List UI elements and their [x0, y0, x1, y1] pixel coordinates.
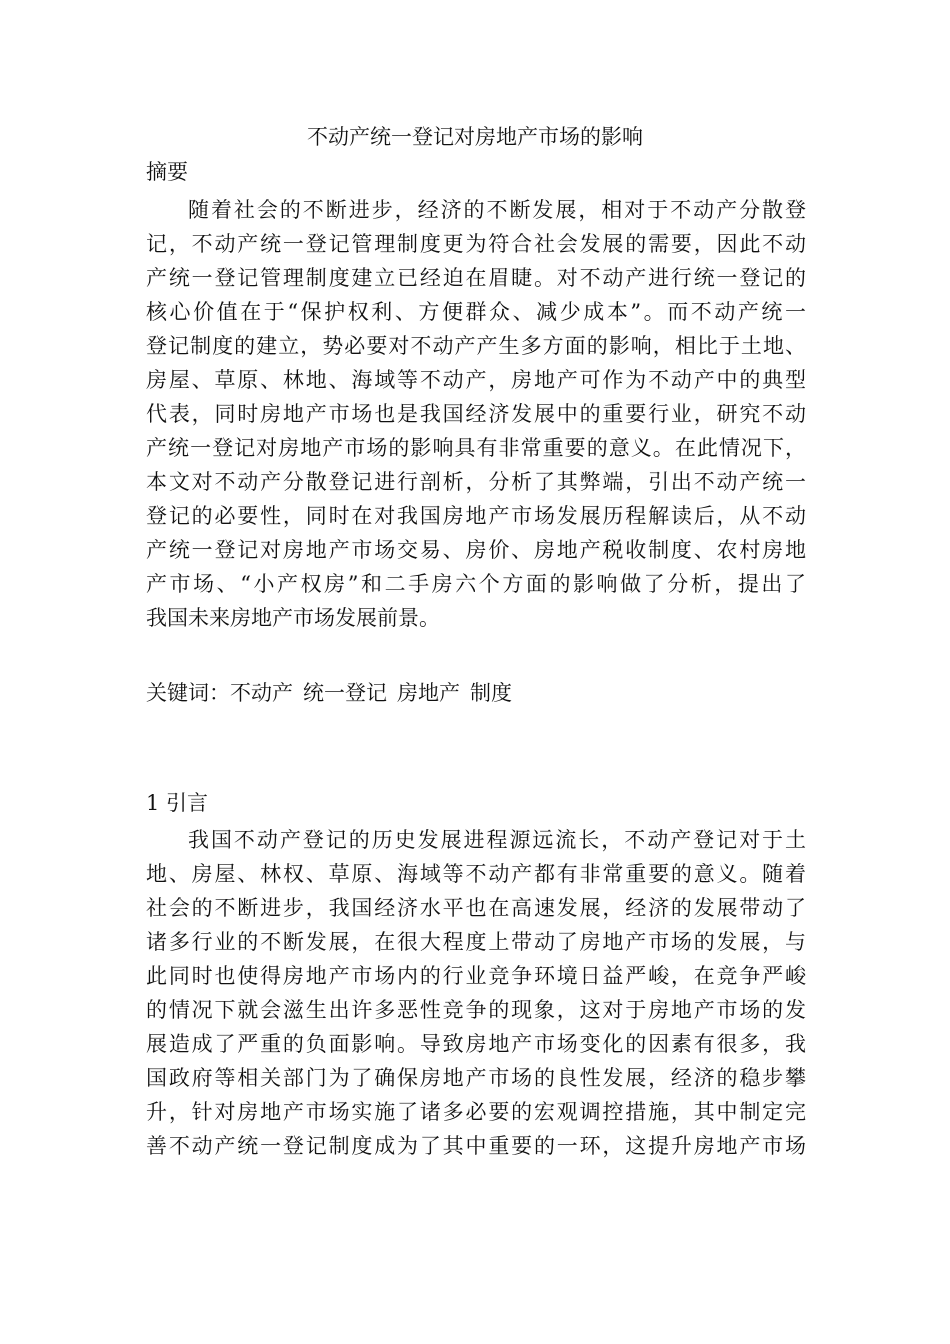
intro-line: 展造成了严重的负面影响。导致房地产市场变化的因素有很多，我: [146, 1032, 806, 1056]
abstract-line: 登记的必要性，同时在对我国房地产市场发展历程解读后，从不动: [146, 504, 806, 528]
keywords-label: 关键词：: [146, 681, 230, 705]
keyword: 不动产: [230, 681, 293, 705]
intro-line: 社会的不断进步，我国经济水平也在高速发展，经济的发展带动了: [146, 896, 806, 920]
abstract-line: 产市场、“小产权房”和二手房六个方面的影响做了分析，提出了: [146, 572, 806, 596]
abstract-heading: 摘要: [146, 160, 188, 184]
abstract-line: 产统一登记对房地产市场的影响具有非常重要的意义。在此情况下，: [146, 436, 806, 460]
abstract-line: 房屋、草原、林地、海域等不动产，房地产可作为不动产中的典型: [146, 368, 806, 392]
intro-line: 善不动产统一登记制度成为了其中重要的一环，这提升房地产市场: [146, 1134, 806, 1158]
abstract-line: 产统一登记对房地产市场交易、房价、房地产税收制度、农村房地: [146, 538, 806, 562]
abstract-line: 代表，同时房地产市场也是我国经济发展中的重要行业，研究不动: [146, 402, 806, 426]
intro-line: 升，针对房地产市场实施了诸多必要的宏观调控措施，其中制定完: [146, 1100, 806, 1124]
intro-line: 的情况下就会滋生出许多恶性竞争的现象，这对于房地产市场的发: [146, 998, 806, 1022]
keyword: 统一登记: [303, 681, 387, 705]
intro-line: 国政府等相关部门为了确保房地产市场的良性发展，经济的稳步攀: [146, 1066, 806, 1090]
intro-line: 诸多行业的不断发展，在很大程度上带动了房地产市场的发展，与: [146, 930, 806, 954]
introduction-paragraph: [146, 823, 806, 1163]
abstract-line: 本文对不动产分散登记进行剖析，分析了其弊端，引出不动产统一: [146, 470, 806, 494]
intro-line: 此同时也使得房地产市场内的行业竞争环境日益严峻，在竞争严峻: [146, 964, 806, 988]
abstract-line: 产统一登记管理制度建立已经迫在眉睫。对不动产进行统一登记的: [146, 266, 806, 290]
document-title: 不动产统一登记对房地产市场的影响: [307, 125, 643, 149]
abstract-line: 记，不动产统一登记管理制度更为符合社会发展的需要，因此不动: [146, 232, 806, 256]
abstract-line: 登记制度的建立，势必要对不动产产生多方面的影响，相比于土地、: [146, 334, 806, 358]
section-heading-introduction: 1 引言: [146, 791, 209, 815]
keywords: [146, 676, 522, 710]
keyword: 房地产: [397, 681, 460, 705]
abstract-paragraph: [146, 193, 806, 635]
intro-line: 我国不动产登记的历史发展进程源远流长，不动产登记对于土: [188, 828, 806, 852]
abstract-line: 我国未来房地产市场发展前景。: [146, 606, 440, 630]
abstract-line: 核心价值在于“保护权利、方便群众、减少成本”。而不动产统一: [146, 300, 806, 324]
keyword: 制度: [470, 681, 512, 705]
intro-line: 地、房屋、林权、草原、海域等不动产都有非常重要的意义。随着: [146, 862, 806, 886]
abstract-line: 随着社会的不断进步，经济的不断发展，相对于不动产分散登: [188, 198, 806, 222]
